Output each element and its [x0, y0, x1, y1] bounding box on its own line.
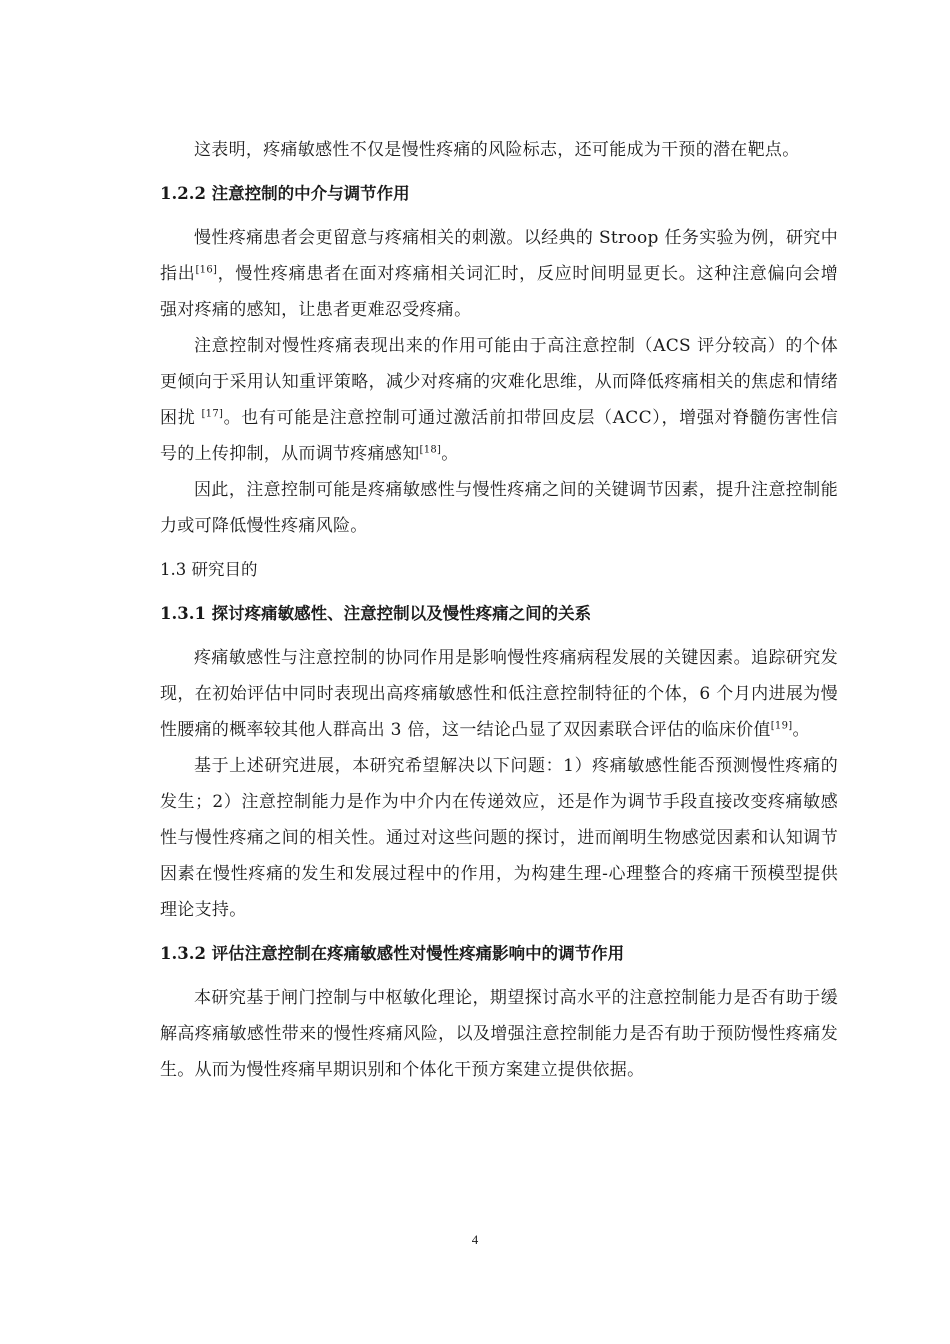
- page-number: 4: [471, 1232, 479, 1247]
- paragraph-text: 这表明，疼痛敏感性不仅是慢性疼痛的风险标志，还可能成为干预的潜在靶点。: [194, 140, 800, 160]
- citation-16: [16]: [195, 264, 218, 276]
- paragraph-text: 基于上述研究进展，本研究希望解决以下问题：1）疼痛敏感性能否预测慢性疼痛的发生；2）注意控制能力是作为中介内在传递效应，还是作为调节手段直接改变疼痛敏感性与慢性疼痛之间的相关性。通过对这些问题的探讨，进而阐明生物感觉因素和认知调节因素在慢性疼痛的发生和发展过程中的作用，为构建生理-心理整合的疼痛干预模型提供理论支持。: [160, 756, 838, 920]
- paragraph-conclusion: [160, 472, 838, 544]
- paragraph-text: 本研究基于闸门控制与中枢敏化理论，期望探讨高水平的注意控制能力是否有助于缓解高疼痛敏感性带来的慢性疼痛风险，以及增强注意控制能力是否有助于预防慢性疼痛发生。从而为慢性疼痛早期识别和个体化干预方案建立提供依据。: [160, 988, 838, 1080]
- heading-1-3: 1.3 研究目的: [160, 560, 258, 579]
- paragraph-text: 注意控制对慢性疼痛表现出来的作用可能由于高注意控制（ACS 评分较高）的个体更倾向于采用认知重评策略，减少对疼痛的灾难化思维，从而降低疼痛相关的焦虑和情绪困扰: [160, 336, 838, 428]
- paragraph-text: 。也有可能是注意控制可通过激活前扣带回皮层（ACC），增强对脊髓伤害性信号的上传抑制，从而调节疼痛感知: [160, 408, 838, 464]
- document-page: [160, 132, 838, 1088]
- paragraph-text: 。: [792, 720, 810, 740]
- paragraph-text: 疼痛敏感性与注意控制的协同作用是影响慢性疼痛病程发展的关键因素。追踪研究发现，在初始评估中同时表现出高疼痛敏感性和低注意控制特征的个体，6 个月内进展为慢性腰痛的概率较其他人群高出 3 倍，这一结论凸显了双因素联合评估的临床价值: [160, 648, 838, 740]
- paragraph-synergy: [160, 640, 838, 748]
- paragraph-pain-sensitivity-target: [160, 132, 838, 168]
- citation-19: [19]: [770, 720, 793, 732]
- paragraph-research-aim: [160, 980, 838, 1088]
- citation-18: [18]: [419, 444, 442, 456]
- paragraph-research-questions: [160, 748, 838, 928]
- paragraph-attention-bias: [160, 220, 838, 328]
- paragraph-text: 慢性疼痛患者会更留意与疼痛相关的刺激。以经典的 Stroop 任务实验为例，研究中指出: [160, 228, 838, 284]
- citation-17: [17]: [201, 408, 224, 420]
- paragraph-text: 。: [441, 444, 459, 464]
- paragraph-text: 因此，注意控制可能是疼痛敏感性与慢性疼痛之间的关键调节因素，提升注意控制能力或可降低慢性疼痛风险。: [160, 480, 838, 536]
- paragraph-text: ，慢性疼痛患者在面对疼痛相关词汇时，反应时间明显更长。这种注意偏向会增强对疼痛的感知，让患者更难忍受疼痛。: [160, 264, 838, 320]
- heading-1-3-1: 1.3.1 探讨疼痛敏感性、注意控制以及慢性疼痛之间的关系: [160, 604, 592, 623]
- paragraph-attention-control-mechanism: [160, 328, 838, 472]
- heading-1-2-2: 1.2.2 注意控制的中介与调节作用: [160, 184, 410, 203]
- heading-1-3-2: 1.3.2 评估注意控制在疼痛敏感性对慢性疼痛影响中的调节作用: [160, 944, 625, 963]
